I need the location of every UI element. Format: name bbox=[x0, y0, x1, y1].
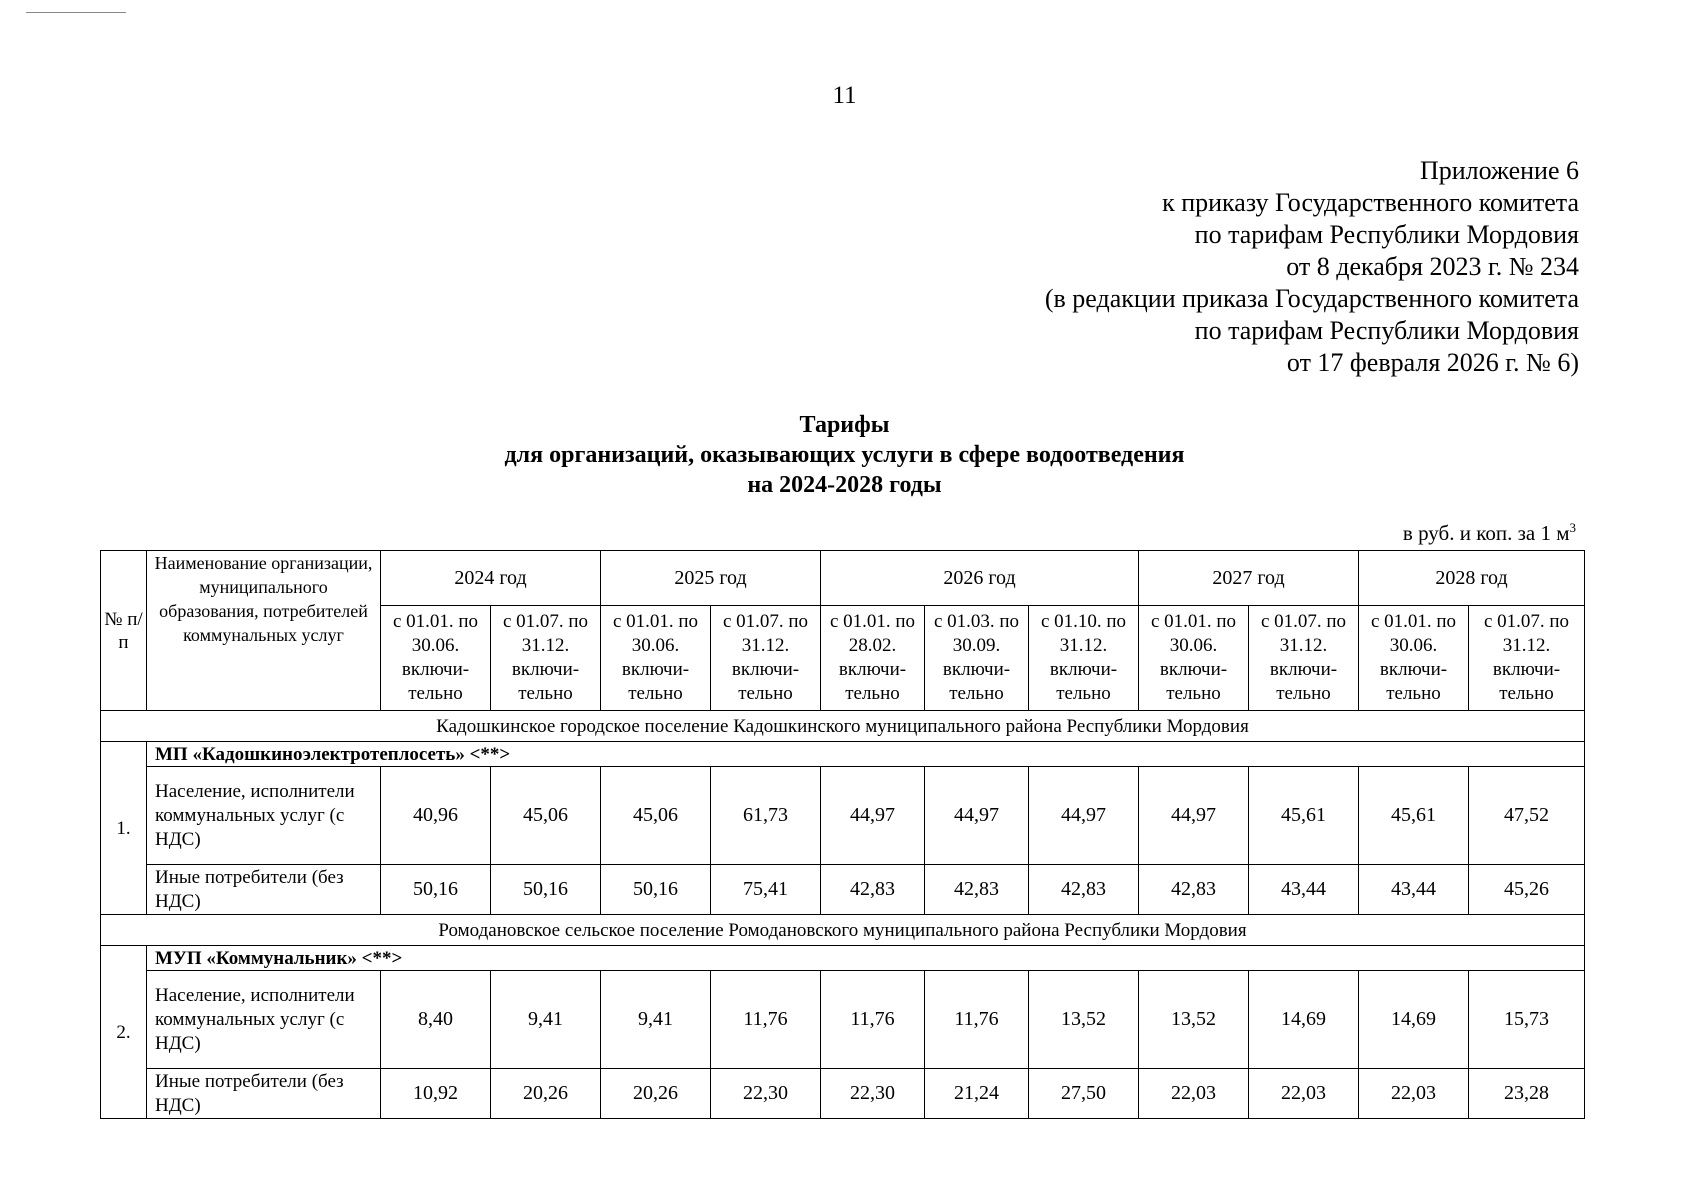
region-name: Ромодановское сельское поселение Ромодановского муниципального района Республики Мордовия bbox=[101, 915, 1585, 946]
header-period: с 01.03. по 30.09. включи-тельно bbox=[925, 606, 1029, 711]
tariff-value: 44,97 bbox=[821, 767, 925, 865]
header-period: с 01.01. по 30.06. включи-тельно bbox=[381, 606, 491, 711]
header-period: с 01.07. по 31.12. включи-тельно bbox=[491, 606, 601, 711]
tariff-value: 11,76 bbox=[821, 971, 925, 1069]
page-number: 11 bbox=[832, 82, 857, 109]
tariff-value: 11,76 bbox=[711, 971, 821, 1069]
tariff-value: 45,26 bbox=[1469, 865, 1585, 915]
header-year: 2026 год bbox=[821, 551, 1139, 606]
document-title bbox=[0, 410, 1689, 500]
organization-row bbox=[101, 946, 1585, 971]
tariff-value: 42,83 bbox=[1139, 865, 1249, 915]
tariff-value: 20,26 bbox=[491, 1069, 601, 1119]
table-row bbox=[101, 767, 1585, 865]
organization-name: МУП «Коммунальник» <**> bbox=[147, 946, 1585, 971]
tariff-value: 14,69 bbox=[1359, 971, 1469, 1069]
tariff-value: 14,69 bbox=[1249, 971, 1359, 1069]
tariff-value: 43,44 bbox=[1249, 865, 1359, 915]
tariff-value: 42,83 bbox=[925, 865, 1029, 915]
appendix-line: (в редакции приказа Государственного комитета bbox=[1044, 284, 1579, 313]
tariff-value: 40,96 bbox=[381, 767, 491, 865]
tariff-value: 23,28 bbox=[1469, 1069, 1585, 1119]
units-sup: 3 bbox=[1569, 520, 1576, 535]
tariff-value: 44,97 bbox=[1139, 767, 1249, 865]
header-period: с 01.07. по 31.12. включи-тельно bbox=[1249, 606, 1359, 711]
tariff-value: 13,52 bbox=[1029, 971, 1139, 1069]
tariff-value: 22,03 bbox=[1249, 1069, 1359, 1119]
tariff-value: 22,30 bbox=[711, 1069, 821, 1119]
header-name: Наименование организации, муниципального образования, потребителей коммунальных услуг bbox=[147, 551, 381, 711]
title-line: для организаций, оказывающих услуги в сфере водоотведения bbox=[504, 442, 1185, 468]
tariff-value: 11,76 bbox=[925, 971, 1029, 1069]
units-note bbox=[1403, 520, 1576, 546]
tariff-value: 15,73 bbox=[1469, 971, 1585, 1069]
table-row bbox=[101, 1069, 1585, 1119]
tariff-value: 22,03 bbox=[1139, 1069, 1249, 1119]
tariff-table bbox=[100, 550, 1585, 1119]
tariff-value: 50,16 bbox=[601, 865, 711, 915]
tariff-value: 8,40 bbox=[381, 971, 491, 1069]
appendix-line: по тарифам Республики Мордовия bbox=[1194, 220, 1579, 249]
header-year: 2025 год bbox=[601, 551, 821, 606]
header-row-years bbox=[101, 551, 1585, 606]
appendix-block bbox=[679, 155, 1579, 379]
tariff-value: 45,61 bbox=[1249, 767, 1359, 865]
region-row bbox=[101, 915, 1585, 946]
tariff-value: 10,92 bbox=[381, 1069, 491, 1119]
header-year: 2028 год bbox=[1359, 551, 1585, 606]
tariff-value: 45,06 bbox=[491, 767, 601, 865]
consumer-name: Иные потребители (без НДС) bbox=[147, 865, 381, 915]
header-year: 2027 год bbox=[1139, 551, 1359, 606]
row-number: 2. bbox=[101, 946, 147, 1119]
appendix-line: Приложение 6 bbox=[1419, 156, 1579, 185]
consumer-name: Население, исполнители коммунальных услуг (с НДС) bbox=[147, 971, 381, 1069]
tariff-value: 13,52 bbox=[1139, 971, 1249, 1069]
header-period: с 01.01. по 30.06. включи-тельно bbox=[1359, 606, 1469, 711]
region-row bbox=[101, 711, 1585, 742]
tariff-value: 20,26 bbox=[601, 1069, 711, 1119]
appendix-line: от 17 февраля 2026 г. № 6) bbox=[1286, 348, 1579, 377]
tariff-value: 75,41 bbox=[711, 865, 821, 915]
tariff-value: 9,41 bbox=[491, 971, 601, 1069]
header-period: с 01.07. по 31.12. включи-тельно bbox=[711, 606, 821, 711]
tariff-value: 45,06 bbox=[601, 767, 711, 865]
consumer-name: Иные потребители (без НДС) bbox=[147, 1069, 381, 1119]
table-row bbox=[101, 971, 1585, 1069]
tariff-value: 22,03 bbox=[1359, 1069, 1469, 1119]
header-period: с 01.01. по 28.02. включи-тельно bbox=[821, 606, 925, 711]
tariff-value: 45,61 bbox=[1359, 767, 1469, 865]
tariff-value: 22,30 bbox=[821, 1069, 925, 1119]
tariff-value: 42,83 bbox=[1029, 865, 1139, 915]
tariff-value: 47,52 bbox=[1469, 767, 1585, 865]
tariff-value: 44,97 bbox=[925, 767, 1029, 865]
corner-scan-line bbox=[26, 12, 126, 13]
header-num: № п/п bbox=[101, 551, 147, 711]
consumer-name: Население, исполнители коммунальных услуг (с НДС) bbox=[147, 767, 381, 865]
appendix-line: к приказу Государственного комитета bbox=[1162, 188, 1579, 217]
tariff-value: 50,16 bbox=[491, 865, 601, 915]
tariff-value: 50,16 bbox=[381, 865, 491, 915]
tariff-value: 21,24 bbox=[925, 1069, 1029, 1119]
appendix-line: по тарифам Республики Мордовия bbox=[1194, 316, 1579, 345]
tariff-value: 42,83 bbox=[821, 865, 925, 915]
header-period: с 01.07. по 31.12. включи-тельно bbox=[1469, 606, 1585, 711]
units-text: в руб. и коп. за 1 м bbox=[1402, 521, 1570, 545]
tariff-value: 44,97 bbox=[1029, 767, 1139, 865]
organization-name: МП «Кадошкиноэлектротеплосеть» <**> bbox=[147, 742, 1585, 767]
tariff-value: 9,41 bbox=[601, 971, 711, 1069]
title-line: на 2024-2028 годы bbox=[747, 472, 942, 498]
header-period: с 01.01. по 30.06. включи-тельно bbox=[1139, 606, 1249, 711]
appendix-line: от 8 декабря 2023 г. № 234 bbox=[1286, 252, 1579, 281]
organization-row bbox=[101, 742, 1585, 767]
header-period: с 01.10. по 31.12. включи-тельно bbox=[1029, 606, 1139, 711]
tariff-value: 43,44 bbox=[1359, 865, 1469, 915]
region-name: Кадошкинское городское поселение Кадошкинского муниципального района Республики Мордовия bbox=[101, 711, 1585, 742]
header-year: 2024 год bbox=[381, 551, 601, 606]
tariff-value: 27,50 bbox=[1029, 1069, 1139, 1119]
table-row bbox=[101, 865, 1585, 915]
row-number: 1. bbox=[101, 742, 147, 915]
title-line: Тарифы bbox=[799, 412, 890, 438]
tariff-value: 61,73 bbox=[711, 767, 821, 865]
header-period: с 01.01. по 30.06. включи-тельно bbox=[601, 606, 711, 711]
